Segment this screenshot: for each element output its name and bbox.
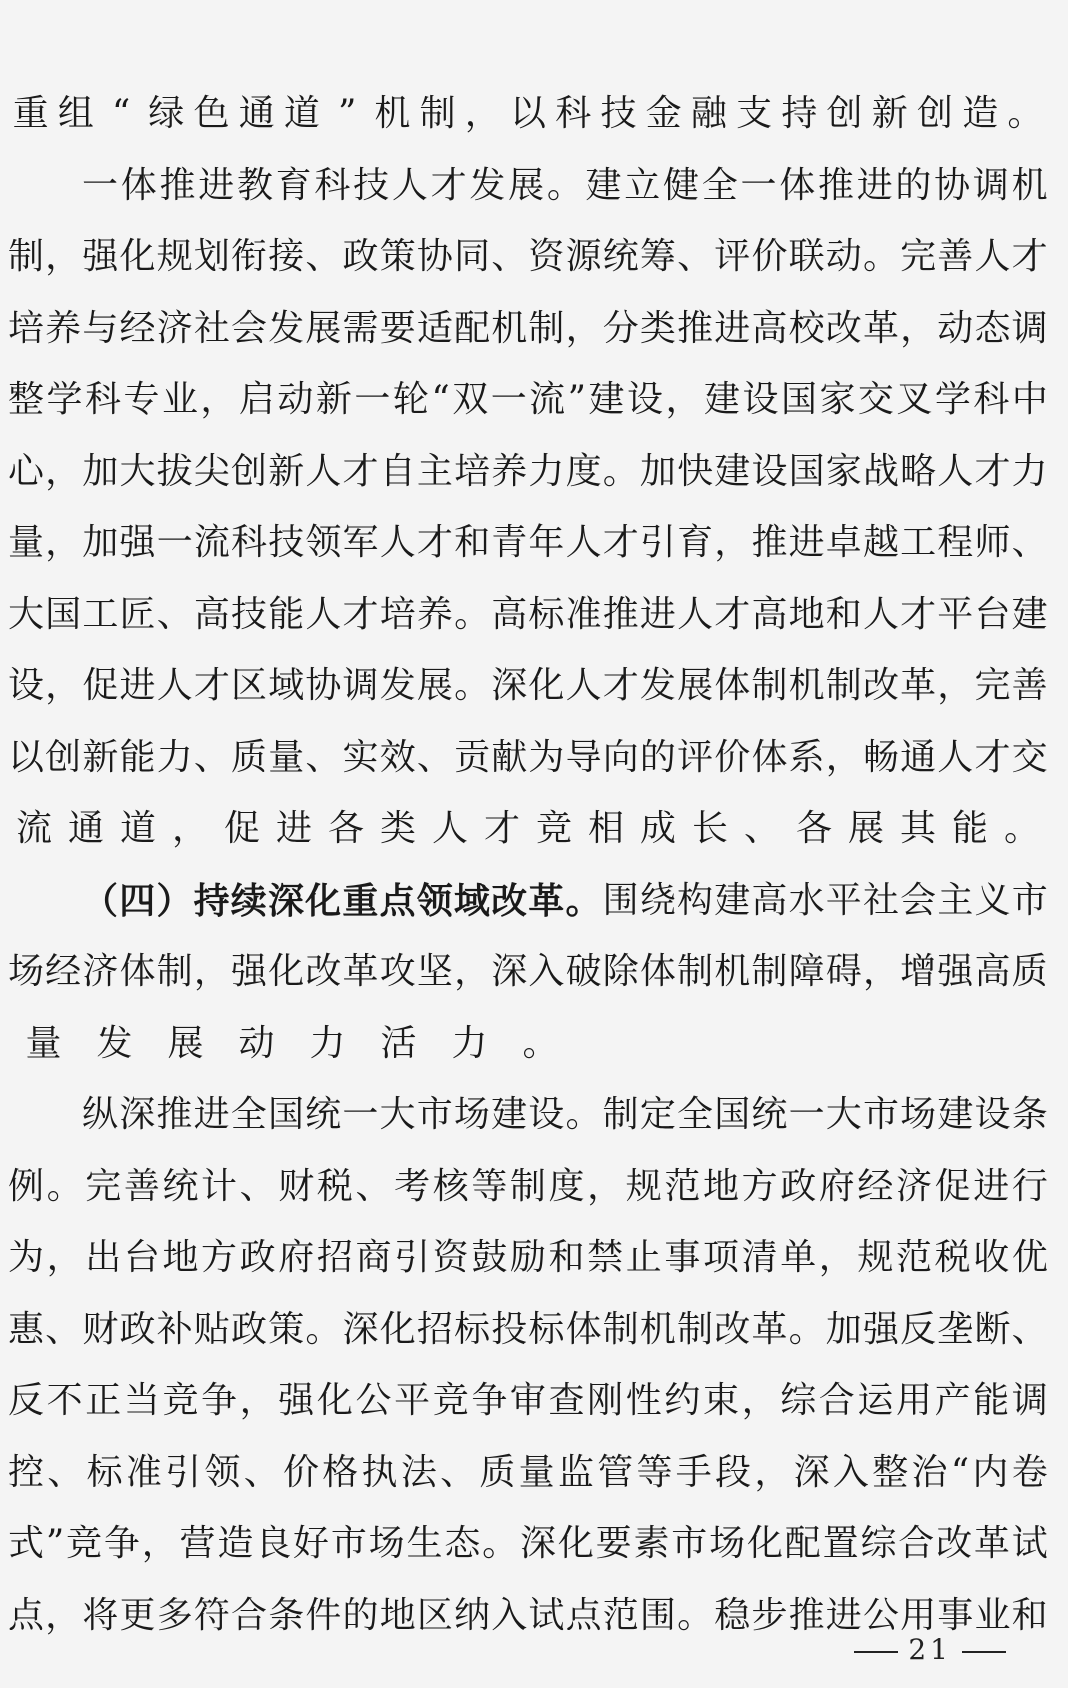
text-line: 流 通 道 ， 促 进 各 类 人 才 竞 相 成 长 、 各 展 其 能 。 [15,808,1040,849]
text-line: 点 ， 将 更 多 符 合 条 件 的 地 区 纳 入 试 点 范 围 。 稳 步 推 进 公 用 事 业 和 [8,1594,1048,1636]
page-number-right-dash [962,1651,1006,1653]
body-text [8,90,1048,1640]
page-number-value: 21 [908,1633,952,1666]
text-line: 设 ， 促 进 人 才 区 域 协 调 发 展 。 深 化 人 才 发 展 体 制 机 制 改 革 ， 完 善 [8,665,1048,706]
text-line: 量 发 展 动 力 活 力 。 [25,1022,559,1064]
text-line: 控 、 标 准 引 领 、 价 格 执 法 、 质 量 监 管 等 手 段 ， 深 入 整 治 “ 内 卷 [8,1451,1048,1493]
text-line: 量 ， 加 强 一 流 科 技 领 军 人 才 和 青 年 人 才 引 育 ， 推 进 卓 越 工 程 师 、 [8,522,1048,563]
text-line: 一 体 推 进 教 育 科 技 人 才 发 展 。 建 立 健 全 一 体 推 进 的 协 调 机 [82,164,1048,206]
page-number [844,1633,1016,1666]
text-line: 例 。 完 善 统 计 、 财 税 、 考 核 等 制 度 ， 规 范 地 方 政 府 经 济 促 进 行 [8,1165,1048,1207]
text-line: 反 不 正 当 竞 争 ， 强 化 公 平 竞 争 审 查 刚 性 约 束 ， 综 合 运 用 产 能 调 [8,1380,1048,1421]
text-line: 纵 深 推 进 全 国 统 一 大 市 场 建 设 。 制 定 全 国 统 一 大 市 场 建 设 条 [82,1094,1048,1135]
page-number-left-dash [854,1651,898,1653]
text-line: 惠 、 财 政 补 贴 政 策 。 深 化 招 标 投 标 体 制 机 制 改 革 。 加 强 反 垄 断 、 [8,1308,1048,1350]
text-line: （ 四 ） 持 续 深 化 重 点 领 域 改 革 。 围 绕 构 建 高 水 平 社 会 主 义 市 [82,879,1048,922]
text-line: 式 ” 竞 争 ， 营 造 良 好 市 场 生 态 。 深 化 要 素 市 场 化 配 置 综 合 改 革 试 [8,1523,1048,1564]
text-line: 以 创 新 能 力 、 质 量 、 实 效 、 贡 献 为 导 向 的 评 价 体 系 ， 畅 通 人 才 交 [8,736,1048,778]
text-line: 为 ， 出 台 地 方 政 府 招 商 引 资 鼓 励 和 禁 止 事 项 清 单 ， 规 范 税 收 优 [8,1237,1048,1278]
text-line: 大 国 工 匠 、 高 技 能 人 才 培 养 。 高 标 准 推 进 人 才 高 地 和 人 才 平 台 建 [8,593,1048,635]
text-line: 培 养 与 经 济 社 会 发 展 需 要 适 配 机 制 ， 分 类 推 进 高 校 改 革 ， 动 态 调 [8,307,1048,349]
text-line: 场 经 济 体 制 ， 强 化 改 革 攻 坚 ， 深 入 破 除 体 制 机 制 障 碍 ， 增 强 高 质 [8,951,1048,992]
text-line: 重 组 “ 绿 色 通 道 ” 机 制 ， 以 科 技 金 融 支 持 创 新 创 造 。 [12,93,1044,134]
text-line: 心 ， 加 大 拔 尖 创 新 人 才 自 主 培 养 力 度 。 加 快 建 设 国 家 战 略 人 才 力 [8,450,1048,492]
text-line: 制 ， 强 化 规 划 衔 接 、 政 策 协 同 、 资 源 统 筹 、 评 价 联 动 。 完 善 人 才 [8,236,1048,277]
text-line: 整 学 科 专 业 ， 启 动 新 一 轮 “ 双 一 流 ” 建 设 ， 建 设 国 家 交 叉 学 科 中 [8,379,1048,420]
